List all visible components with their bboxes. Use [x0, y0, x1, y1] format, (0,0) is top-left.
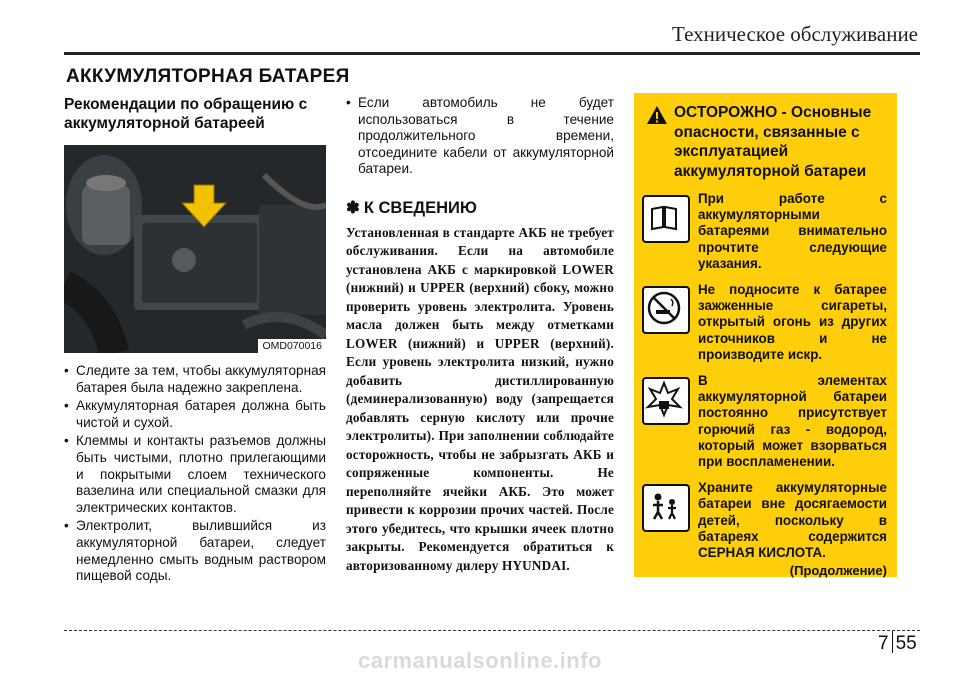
warning-item — [642, 191, 887, 272]
explosion-icon — [642, 377, 690, 425]
engine-bay-illustration — [64, 145, 326, 353]
warning-item — [642, 373, 887, 470]
warning-title — [674, 103, 887, 181]
middle-column — [346, 95, 614, 575]
page-number-value: 55 — [895, 633, 917, 654]
warning-item-text: В элементах аккумуляторной батареи постоянно присутствует горючий газ - водород, который может взорваться при воспламенении. — [698, 373, 887, 470]
list-item: • Аккумуляторная батарея должна быть чистой и сухой. — [64, 398, 326, 431]
warning-item — [642, 480, 887, 561]
footer-rule — [64, 630, 920, 631]
battery-photo — [64, 145, 326, 353]
warning-triangle-icon — [646, 105, 668, 125]
warning-item-text: При работе с аккумуляторными батареями внимательно прочтите следующие указания. — [698, 191, 887, 271]
info-body: Установленная в стандарте АКБ не требует обслуживания. Если на автомобиле установлена АКБ с маркировкой LOWER (нижний) и UPPER (верхний) сбоку, можно проверить уровень электролита. Уровень масла должен быть между отметками LOWER (нижний) и UPPER (верхний). Если уровень электролита низкий, нужно добавить дистиллированную (деминерализованную) воду (запрещается добавлять серную кислоту или прочие электролиты). При заполнении соблюдайте осторожность, чтобы не забрызгать АКБ и сопряженные компоненты. Не переполняйте ячейки АКБ. Это может привести к коррозии прочих частей. После этого убедитесь, что крышки ячеек плотно закрыты. Рекомендуется обратиться к авторизованному дилеру HYUNDAI. — [346, 224, 614, 573]
info-heading-text: К СВЕДЕНИЮ — [363, 198, 477, 217]
warning-box — [634, 93, 897, 577]
section-title: АККУМУЛЯТОРНАЯ БАТАРЕЯ — [66, 66, 350, 87]
warning-item-text: Храните аккумуляторные батареи вне досягаемости детей, поскольку в батареях содержится СЕРНАЯ КИСЛОТА. — [698, 480, 887, 561]
list-item: • Электролит, вылившийся из аккумуляторной батареи, следует немедленно смыть водным раствором пищевой соды. — [64, 518, 326, 584]
list-item: • Клеммы и контакты разъемов должны быть чистыми, плотно прилегающими и покрытыми слоем технического вазелина или специальной смазки для электрических контактов. — [64, 433, 326, 516]
left-bullet-list — [64, 363, 326, 585]
list-item: • Если автомобиль не будет использоваться в течение продолжительного времени, отсоедините кабели от аккумуляторной батареи. — [346, 95, 614, 178]
middle-bullet-list — [346, 95, 614, 178]
watermark: carmanualsonline.info — [358, 648, 602, 673]
chapter-number: 7 — [878, 633, 889, 654]
warning-header — [634, 93, 897, 181]
warning-item — [642, 282, 887, 363]
no-smoking-icon — [642, 286, 690, 334]
left-column — [64, 95, 326, 587]
manual-book-icon — [642, 195, 690, 243]
info-star-icon: ✽ — [346, 198, 360, 217]
list-item: • Следите за тем, чтобы аккумуляторная батарея была надежно закреплена. — [64, 363, 326, 396]
keep-away-children-icon — [642, 484, 690, 532]
header-title: Техническое обслуживание — [672, 22, 918, 46]
left-subheading: Рекомендации по обращению с аккумуляторной батареей — [64, 96, 308, 132]
warning-title-rest: - Основные опасности, связанные с эксплуатацией аккумуляторной батареи — [674, 104, 872, 180]
warning-title-bold: ОСТОРОЖНО — [674, 104, 778, 121]
photo-code: OMD070016 — [258, 339, 326, 353]
info-heading — [346, 198, 614, 218]
warning-item-text: Не подносите к батарее зажженные сигареты, открытый огонь из других источников и не производите искр. — [698, 282, 887, 362]
header-rule — [64, 52, 920, 55]
continued-label: (Продолжение) — [789, 563, 887, 579]
